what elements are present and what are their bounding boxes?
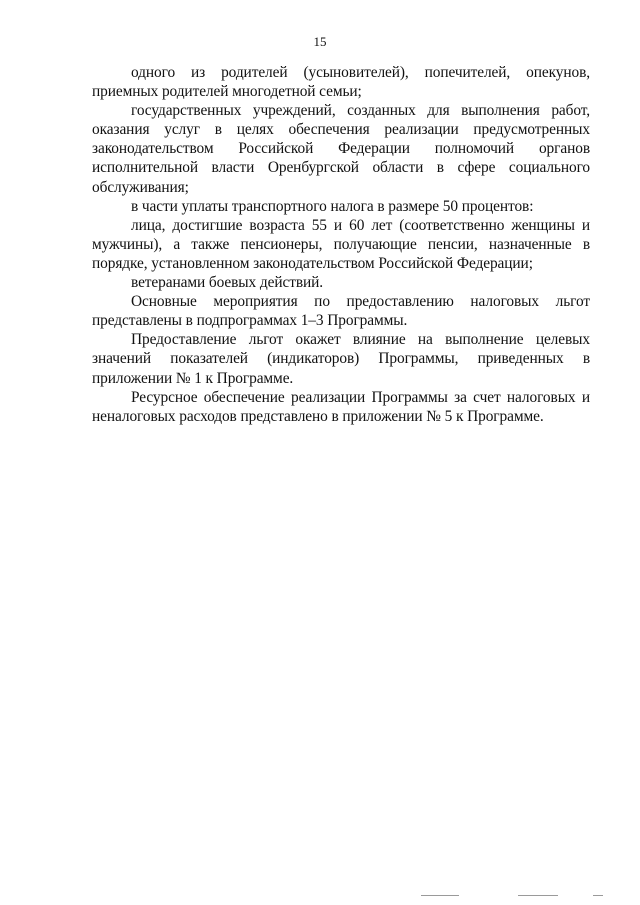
- paragraph-veterans: ветеранами боевых действий.: [131, 274, 324, 292]
- paragraph-resource-support: Ресурсное обеспечение реализации Программы за счет налоговых и неналоговых расходов представлено в приложении № 5 к Программе.: [92, 388, 590, 425]
- scan-footer-marks: [0, 893, 640, 899]
- paragraph-indicators: Предоставление льгот окажет влияние на выполнение целевых значений показателей (индикаторов) Программы, приведенных в приложении № 1 к Программе.: [92, 331, 590, 387]
- scan-mark: [421, 895, 459, 896]
- paragraph-transport-tax: в части уплаты транспортного налога в размере 50 процентов:: [131, 197, 534, 215]
- document-body: [92, 63, 590, 426]
- paragraph-pensioners: лица, достигшие возраста 55 и 60 лет (соответственно женщины и мужчины), а также пенсионеры, получающие пенсии, назначенные в порядке, установленном законодательством Российской Федерации;: [92, 216, 590, 272]
- paragraph-main-activities: Основные мероприятия по предоставлению налоговых льгот представлены в подпрограммах 1–3 Программы.: [92, 293, 590, 330]
- scan-mark: [518, 895, 558, 896]
- page-number: 15: [313, 34, 327, 49]
- scan-mark: [593, 895, 603, 896]
- paragraph-state-institutions: государственных учреждений, созданных для выполнения работ, оказания услуг в целях обеспечения реализации предусмотренных законодательством Российской Федерации полномочий органов исполнительной власти Оренбургской области в сфере социального обслуживания;: [92, 102, 590, 196]
- paragraph-parents: одного из родителей (усыновителей), попечителей, опекунов, приемных родителей многодетной семьи;: [92, 64, 590, 101]
